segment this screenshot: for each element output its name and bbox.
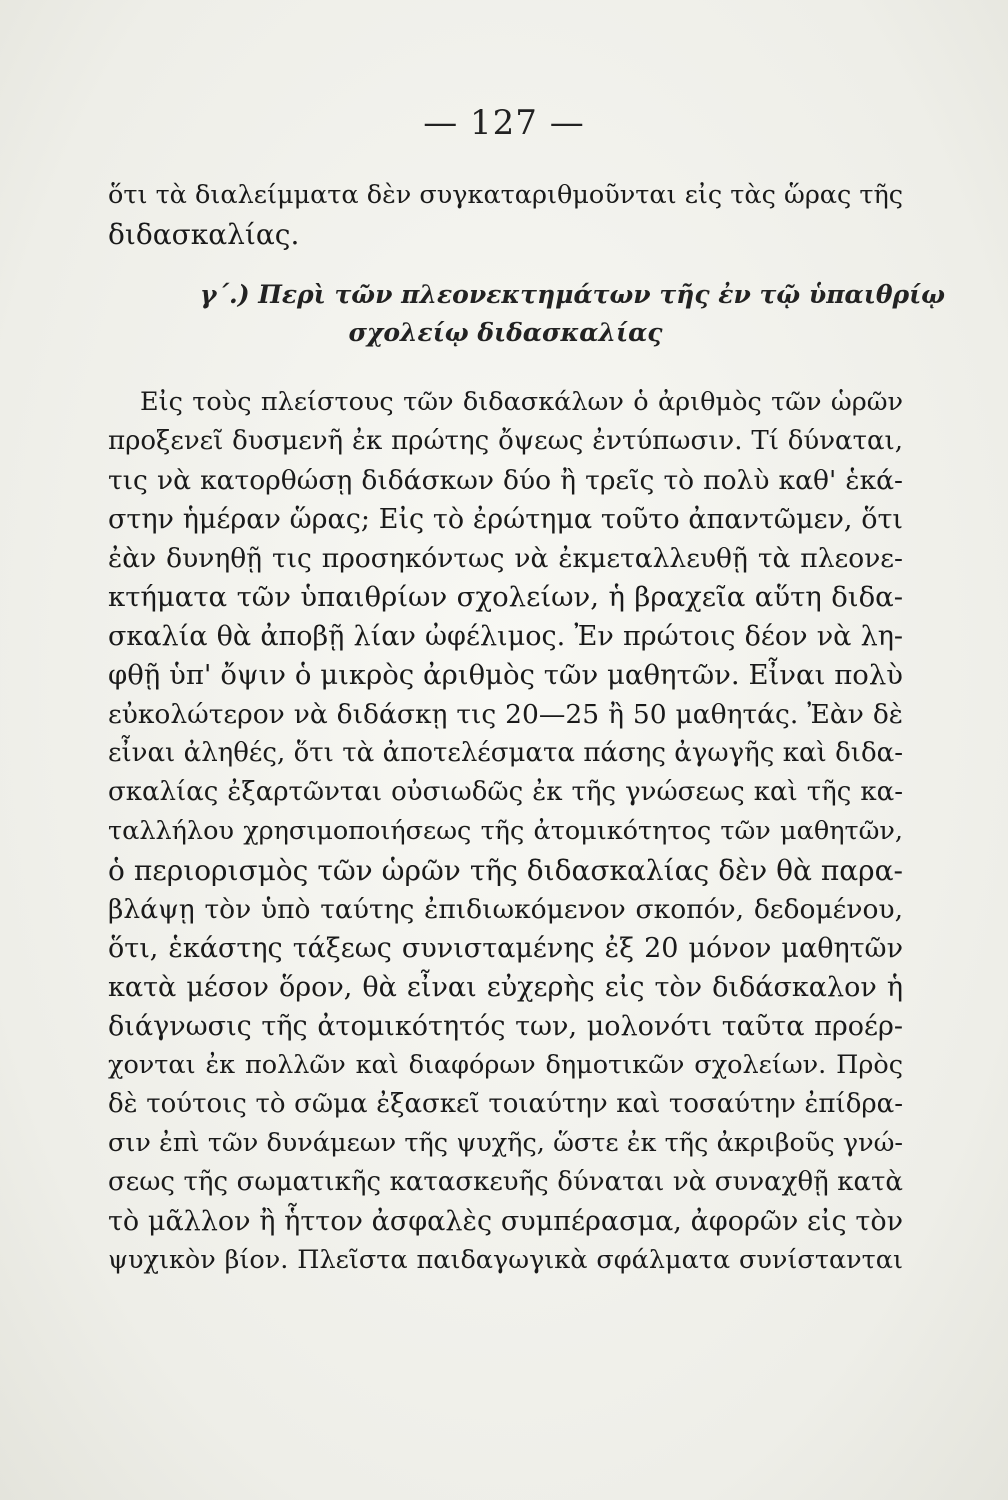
text-line: βλάψῃ τὸν ὑπὸ ταύτης ἐπιδιωκόμενον σκοπόν, δεδομένου,	[108, 894, 903, 925]
text-line: χονται ἐκ πολλῶν καὶ διαφόρων δημοτικῶν σχολείων. Πρὸς	[108, 1050, 903, 1080]
text-line: Εἰς τοὺς πλείστους τῶν διδασκάλων ὁ ἀριθμὸς τῶν ὡρῶν	[140, 387, 903, 417]
text-line: κτήματα τῶν ὑπαιθρίων σχολείων, ἡ βραχεῖα αὕτη διδα-	[108, 581, 903, 613]
text-line: δὲ τούτοις τὸ σῶμα ἐξασκεῖ τοιαύτην καὶ τοσαύτην ἐπίδρα-	[108, 1089, 903, 1119]
section-heading-line-1: γ΄.) Περὶ τῶν πλεονεκτημάτων τῆς ἐν τῷ ὑπαιθρίῳ	[200, 280, 946, 309]
text-line: κατὰ μέσον ὅρον, θὰ εἶναι εὐχερὴς εἰς τὸν διδάσκαλον ἡ	[108, 972, 903, 1003]
text-line: ὅτι τὰ διαλείμματα δὲν συγκαταριθμοῦνται εἰς τὰς ὥρας τῆς	[108, 180, 903, 210]
text-line: σκαλίας ἐξαρτῶνται οὐσιωδῶς ἐκ τῆς γνώσεως καὶ τῆς κα-	[108, 777, 903, 807]
text-line: ταλλήλου χρησιμοποιήσεως τῆς ἀτομικότητος τῶν μαθητῶν,	[108, 816, 903, 846]
text-line: ψυχικὸν βίον. Πλεῖστα παιδαγωγικὰ σφάλματα συνίστανται	[108, 1245, 903, 1275]
text-line: εἶναι ἀληθές, ὅτι τὰ ἀποτελέσματα πάσης ἀγωγῆς καὶ διδα-	[108, 738, 903, 768]
page-number: — 127 —	[423, 103, 585, 143]
text-line: διάγνωσις τῆς ἀτομικότητός των, μολονότι ταῦτα προέρ-	[108, 1011, 903, 1042]
text-line: σιν ἐπὶ τῶν δυνάμεων τῆς ψυχῆς, ὥστε ἐκ τῆς ἀκριβοῦς γνώ-	[108, 1128, 903, 1158]
intro-paragraph	[108, 176, 903, 254]
text-line: ὁ περιορισμὸς τῶν ὡρῶν τῆς διδασκαλίας δὲν θὰ παρα-	[108, 854, 903, 887]
text-line: τὸ μᾶλλον ἢ ἧττον ἀσφαλὲς συμπέρασμα, ἀφορῶν εἰς τὸν	[108, 1206, 903, 1237]
text-line: σκαλία θὰ ἀποβῇ λίαν ὠφέλιμος. Ἐν πρώτοις δέον νὰ λη-	[108, 621, 903, 652]
text-line: εὐκολώτερον νὰ διδάσκῃ τις 20—25 ἢ 50 μαθητάς. Ἐὰν δὲ	[108, 699, 903, 730]
text-line: ἐὰν δυνηθῇ τις προσηκόντως νὰ ἐκμεταλλευθῇ τὰ πλεονε-	[108, 543, 903, 574]
text-line: προξενεῖ δυσμενῆ ἐκ πρώτης ὄψεως ἐντύπωσιν. Τί δύναται,	[108, 426, 903, 456]
text-line: σεως τῆς σωματικῆς κατασκευῆς δύναται νὰ συναχθῇ κατὰ	[108, 1167, 903, 1197]
text-line: στην ἡμέραν ὥρας; Εἰς τὸ ἐρώτημα τοῦτο ἀπαντῶμεν, ὅτι	[108, 504, 903, 535]
text-line: φθῇ ὑπ' ὄψιν ὁ μικρὸς ἀριθμὸς τῶν μαθητῶν. Εἶναι πολὺ	[108, 659, 903, 691]
text-line: διδασκαλίας.	[108, 218, 300, 251]
text-line: ὅτι, ἑκάστης τάξεως συνισταμένης ἐξ 20 μόνον μαθητῶν	[108, 933, 903, 964]
body-paragraph	[108, 383, 903, 1280]
section-heading-line-2: σχολείῳ διδασκαλίας	[348, 318, 663, 347]
text-line: τις νὰ κατορθώσῃ διδάσκων δύο ἢ τρεῖς τὸ πολὺ καθ' ἑκά-	[108, 465, 903, 496]
